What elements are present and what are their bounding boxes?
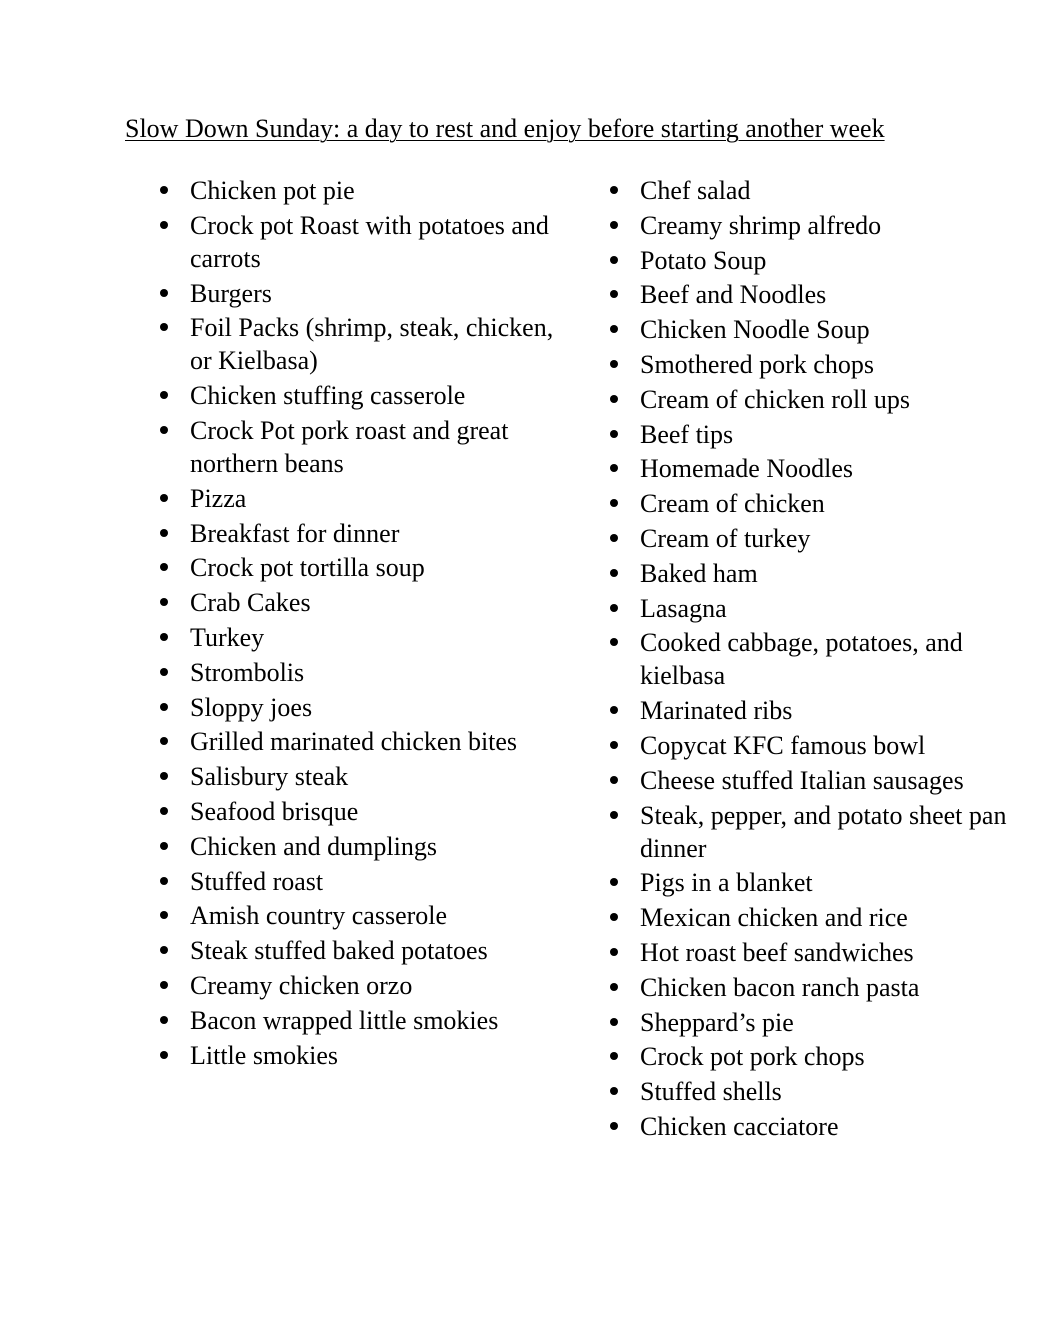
meal-item-text: Stuffed shells: [640, 1077, 782, 1107]
meal-item-text: Strombolis: [190, 657, 305, 687]
meal-list-item: [160, 691, 560, 724]
meal-list-item: [610, 729, 1030, 762]
bullet-dot-icon: [610, 741, 618, 749]
bullet-dot-icon: [610, 325, 618, 333]
meal-item-text: Crock pot Roast with potatoes and carrots: [190, 210, 549, 273]
meal-list-item: [610, 244, 1030, 277]
meal-list-item: [610, 866, 1030, 899]
bullet-dot-icon: [610, 430, 618, 438]
meal-list-item: [610, 487, 1030, 520]
bullet-dot-icon: [610, 983, 618, 991]
meal-item-text: Crock pot tortilla soup: [190, 553, 425, 583]
bullet-dot-icon: [610, 811, 618, 819]
meal-item-text: Potato Soup: [640, 245, 767, 275]
meal-list-item: [610, 1075, 1030, 1108]
meal-item-text: Chicken cacciatore: [640, 1111, 839, 1141]
bullet-dot-icon: [160, 323, 168, 331]
meal-list-item: [610, 209, 1030, 242]
meal-list-item: [160, 621, 560, 654]
meal-item-text: Chicken Noodle Soup: [640, 315, 870, 345]
bullet-dot-icon: [160, 289, 168, 297]
meal-item-text: Beef tips: [640, 419, 734, 449]
meal-item-text: Stuffed roast: [190, 866, 324, 896]
meal-list-item: [610, 418, 1030, 451]
meal-list-item: [160, 482, 560, 515]
meal-list-item: [160, 586, 560, 619]
bullet-dot-icon: [610, 1018, 618, 1026]
bullet-dot-icon: [160, 668, 168, 676]
meal-item-text: Chicken pot pie: [190, 176, 355, 205]
bullet-dot-icon: [160, 737, 168, 745]
meal-list-item: [160, 209, 560, 275]
meal-item-text: Cream of turkey: [640, 523, 811, 553]
meal-item-text: Baked ham: [640, 558, 758, 588]
bullet-dot-icon: [160, 563, 168, 571]
meal-list-item: [610, 1006, 1030, 1039]
meal-item-text: Steak, pepper, and potato sheet pan dinner: [640, 800, 1007, 863]
meal-list-item: [610, 1040, 1030, 1073]
meal-item-text: Little smokies: [190, 1040, 339, 1070]
meal-item-text: Pigs in a blanket: [640, 868, 813, 898]
meal-item-text: Salisbury steak: [190, 762, 349, 792]
meal-item-text: Crab Cakes: [190, 588, 311, 618]
right-meal-list: [610, 174, 1030, 1145]
bullet-dot-icon: [610, 569, 618, 577]
bullet-dot-icon: [610, 256, 618, 264]
meal-list-item: [610, 971, 1030, 1004]
meal-item-text: Chicken stuffing casserole: [190, 381, 466, 411]
meal-list-item: [610, 452, 1030, 485]
meal-item-text: Sheppard’s pie: [640, 1007, 794, 1037]
meal-item-text: Cheese stuffed Italian sausages: [640, 765, 964, 795]
bullet-dot-icon: [610, 948, 618, 956]
meal-item-text: Chef salad: [640, 176, 751, 205]
meal-item-text: Hot roast beef sandwiches: [640, 937, 914, 967]
meal-list-item: [160, 865, 560, 898]
meal-list-item: [610, 348, 1030, 381]
meal-item-text: Cooked cabbage, potatoes, and kielbasa: [640, 628, 963, 691]
meal-list-item: [610, 278, 1030, 311]
left-meal-list: [160, 174, 560, 1073]
meal-item-text: Chicken bacon ranch pasta: [640, 972, 920, 1002]
meal-item-text: Chicken and dumplings: [190, 831, 437, 861]
meal-item-text: Grilled marinated chicken bites: [190, 727, 518, 757]
bullet-dot-icon: [160, 842, 168, 850]
bullet-dot-icon: [160, 186, 168, 194]
meal-list-item: [610, 522, 1030, 555]
bullet-dot-icon: [610, 604, 618, 612]
bullet-dot-icon: [610, 221, 618, 229]
meal-list-item: [610, 901, 1030, 934]
bullet-dot-icon: [610, 638, 618, 646]
bullet-dot-icon: [610, 1122, 618, 1130]
bullet-dot-icon: [160, 598, 168, 606]
bullet-dot-icon: [160, 426, 168, 434]
meal-list-item: [610, 383, 1030, 416]
bullet-dot-icon: [610, 1052, 618, 1060]
bullet-dot-icon: [610, 776, 618, 784]
meal-item-text: Turkey: [190, 622, 265, 652]
bullet-dot-icon: [610, 499, 618, 507]
meal-item-text: Copycat KFC famous bowl: [640, 730, 926, 760]
meal-list-item: [160, 969, 560, 1002]
bullet-dot-icon: [610, 186, 618, 194]
meal-list-item: [160, 517, 560, 550]
meal-item-text: Mexican chicken and rice: [640, 903, 908, 933]
meal-item-text: Pizza: [190, 483, 247, 513]
meal-item-text: Crock Pot pork roast and great northern beans: [190, 415, 509, 478]
meal-list-item: [160, 656, 560, 689]
meal-list-item: [160, 830, 560, 863]
meal-list-item: [160, 934, 560, 967]
meal-item-text: Crock pot pork chops: [640, 1042, 865, 1072]
meal-list-item: [160, 311, 560, 377]
meal-list-item: [160, 551, 560, 584]
meal-item-text: Foil Packs (shrimp, steak, chicken, or Kielbasa): [190, 313, 554, 376]
bullet-dot-icon: [160, 529, 168, 537]
bullet-dot-icon: [160, 981, 168, 989]
meal-list-item: [610, 1110, 1030, 1143]
meal-list-item: [610, 626, 1030, 692]
bullet-dot-icon: [160, 633, 168, 641]
bullet-dot-icon: [160, 772, 168, 780]
meal-list-item: [610, 557, 1030, 590]
meal-item-text: Creamy chicken orzo: [190, 970, 413, 1000]
meal-item-text: Marinated ribs: [640, 696, 793, 726]
page-title: Slow Down Sunday: a day to rest and enjoy before starting another week: [125, 114, 885, 143]
bullet-dot-icon: [610, 464, 618, 472]
meal-item-text: Bacon wrapped little smokies: [190, 1005, 499, 1035]
meal-item-text: Amish country casserole: [190, 901, 448, 931]
bullet-dot-icon: [160, 877, 168, 885]
meal-list-item: [160, 414, 560, 480]
meal-list-item: [610, 313, 1030, 346]
meal-list-item: [160, 1039, 560, 1072]
meal-list-item: [160, 174, 560, 207]
bullet-dot-icon: [160, 391, 168, 399]
meal-item-text: Cream of chicken: [640, 489, 825, 519]
bullet-dot-icon: [160, 221, 168, 229]
meal-item-text: Lasagna: [640, 593, 727, 623]
meal-item-text: Breakfast for dinner: [190, 518, 400, 548]
bullet-dot-icon: [610, 360, 618, 368]
meal-item-text: Beef and Noodles: [640, 280, 827, 310]
meal-item-text: Creamy shrimp alfredo: [640, 210, 882, 240]
meal-item-text: Cream of chicken roll ups: [640, 384, 911, 414]
meal-item-text: Sloppy joes: [190, 692, 313, 722]
meal-list-item: [160, 899, 560, 932]
meal-item-text: Smothered pork chops: [640, 349, 874, 379]
meal-list-item: [160, 795, 560, 828]
bullet-dot-icon: [610, 534, 618, 542]
meal-item-text: Burgers: [190, 278, 272, 308]
meal-list-item: [160, 760, 560, 793]
meal-list-item: [160, 379, 560, 412]
bullet-dot-icon: [610, 706, 618, 714]
bullet-dot-icon: [160, 1051, 168, 1059]
bullet-dot-icon: [610, 913, 618, 921]
bullet-dot-icon: [610, 395, 618, 403]
meal-list-item: [160, 725, 560, 758]
meal-item-text: Homemade Noodles: [640, 454, 854, 484]
meal-list-item: [610, 764, 1030, 797]
bullet-dot-icon: [610, 878, 618, 886]
bullet-dot-icon: [160, 911, 168, 919]
meal-list-item: [610, 694, 1030, 727]
bullet-dot-icon: [610, 1087, 618, 1095]
meal-list-item: [610, 936, 1030, 969]
bullet-dot-icon: [160, 703, 168, 711]
meal-item-text: Steak stuffed baked potatoes: [190, 936, 488, 966]
meal-item-text: Seafood brisque: [190, 796, 359, 826]
bullet-dot-icon: [610, 290, 618, 298]
bullet-dot-icon: [160, 494, 168, 502]
meal-list-item: [160, 277, 560, 310]
meal-list-item: [610, 799, 1030, 865]
bullet-dot-icon: [160, 1016, 168, 1024]
meal-list-item: [610, 592, 1030, 625]
bullet-dot-icon: [160, 807, 168, 815]
meal-list-item: [160, 1004, 560, 1037]
bullet-dot-icon: [160, 946, 168, 954]
meal-list-item: [610, 174, 1030, 207]
